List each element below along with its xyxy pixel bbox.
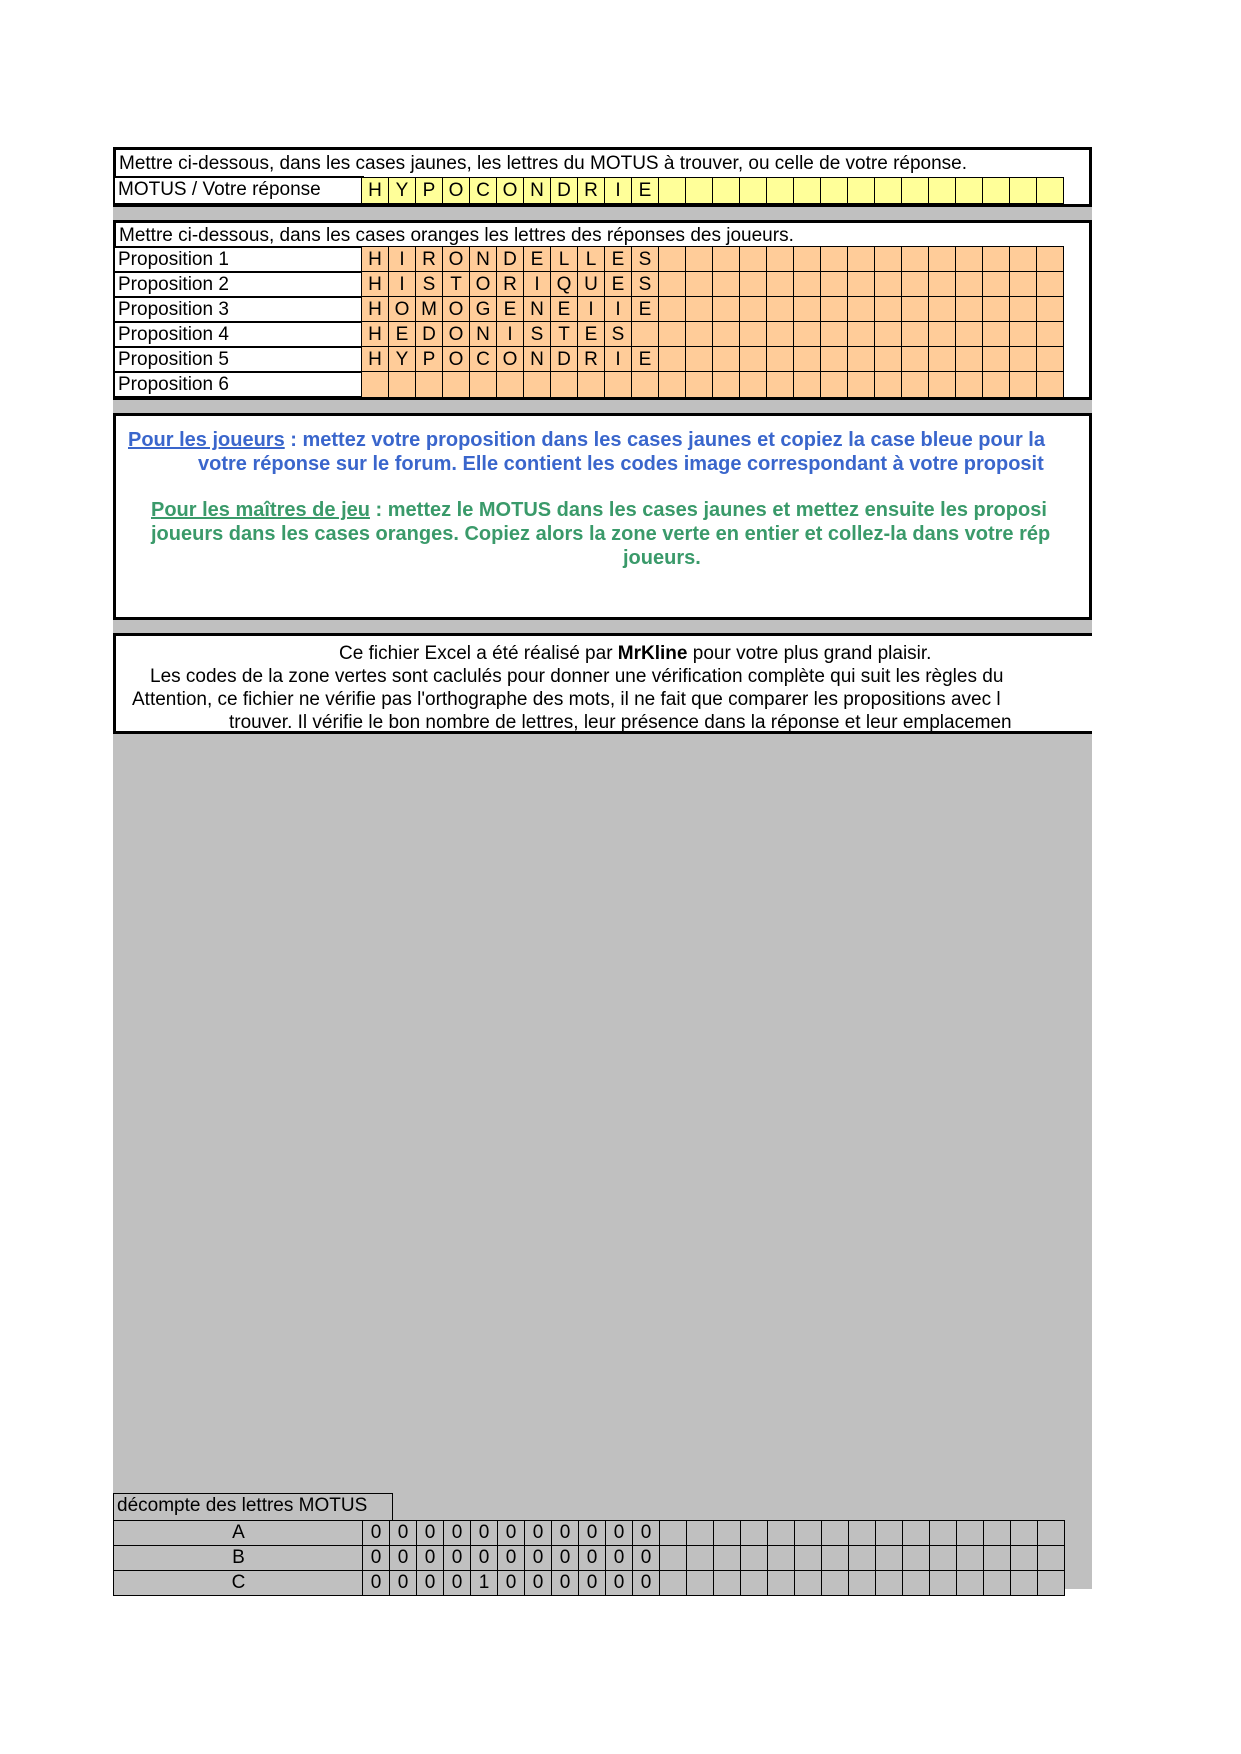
proposal-letter-cell[interactable]: D bbox=[550, 346, 578, 373]
count-value-cell[interactable] bbox=[767, 1520, 795, 1546]
proposal-letter-cell[interactable] bbox=[1009, 371, 1037, 398]
author-name: MrKline bbox=[617, 643, 688, 664]
credits-line-4: trouver. Il vérifie le bon nombre de lettres, leur présence dans la réponse et leur emplacemen bbox=[229, 712, 1012, 733]
count-value-cell[interactable]: 0 bbox=[389, 1545, 417, 1571]
proposal-letter-cell[interactable] bbox=[793, 296, 821, 323]
count-value-cell[interactable] bbox=[983, 1520, 1011, 1546]
count-value-cell[interactable] bbox=[713, 1520, 741, 1546]
motus-letter-cell[interactable]: O bbox=[442, 177, 470, 204]
count-value-cell[interactable]: 0 bbox=[632, 1570, 660, 1596]
proposal-letter-cell[interactable] bbox=[361, 371, 389, 398]
count-table-title: décompte des lettres MOTUS bbox=[113, 1493, 393, 1521]
count-value-cell[interactable]: 0 bbox=[551, 1545, 579, 1571]
count-value-cell[interactable]: 0 bbox=[362, 1570, 390, 1596]
count-value-cell[interactable] bbox=[929, 1545, 957, 1571]
count-value-cell[interactable]: 0 bbox=[605, 1520, 633, 1546]
motus-letter-cell[interactable]: I bbox=[604, 177, 632, 204]
count-value-cell[interactable] bbox=[767, 1570, 795, 1596]
players-link[interactable]: Pour les joueurs bbox=[128, 429, 285, 451]
count-value-cell[interactable] bbox=[956, 1545, 984, 1571]
proposal-letter-cell[interactable] bbox=[928, 246, 956, 273]
count-value-cell[interactable] bbox=[713, 1545, 741, 1571]
count-value-cell[interactable]: 0 bbox=[524, 1570, 552, 1596]
count-value-cell[interactable] bbox=[956, 1570, 984, 1596]
credits-section bbox=[113, 633, 1092, 734]
count-value-cell[interactable]: 0 bbox=[416, 1545, 444, 1571]
motus-letter-cell[interactable] bbox=[928, 177, 956, 204]
proposal-letter-cell[interactable]: S bbox=[523, 321, 551, 348]
proposal-letter-cell[interactable]: S bbox=[604, 321, 632, 348]
count-value-cell[interactable]: 0 bbox=[605, 1570, 633, 1596]
proposal-letter-cell[interactable]: Q bbox=[550, 271, 578, 298]
motus-letter-cell[interactable]: P bbox=[415, 177, 443, 204]
proposal-letter-cell[interactable] bbox=[793, 346, 821, 373]
proposal-letter-cell[interactable]: I bbox=[388, 271, 416, 298]
proposal-letter-cell[interactable]: I bbox=[523, 271, 551, 298]
count-value-cell[interactable]: 0 bbox=[632, 1545, 660, 1571]
count-value-cell[interactable] bbox=[875, 1520, 903, 1546]
proposal-letter-cell[interactable] bbox=[874, 371, 902, 398]
count-value-cell[interactable] bbox=[686, 1545, 714, 1571]
proposal-letter-cell[interactable] bbox=[739, 321, 767, 348]
proposal-letter-cell[interactable]: H bbox=[361, 296, 389, 323]
count-value-cell[interactable] bbox=[740, 1570, 768, 1596]
count-value-cell[interactable]: 0 bbox=[443, 1570, 471, 1596]
proposal-letter-cell[interactable] bbox=[874, 296, 902, 323]
proposal-letter-cell[interactable]: O bbox=[496, 346, 524, 373]
proposal-letter-cell[interactable]: O bbox=[442, 346, 470, 373]
proposal-letter-cell[interactable]: S bbox=[631, 271, 659, 298]
proposal-letter-cell[interactable]: S bbox=[415, 271, 443, 298]
motus-letter-cell[interactable] bbox=[820, 177, 848, 204]
count-value-cell[interactable] bbox=[821, 1520, 849, 1546]
proposal-letter-cell[interactable]: P bbox=[415, 346, 443, 373]
count-letter-label: A bbox=[113, 1520, 364, 1546]
proposal-letter-cell[interactable]: N bbox=[469, 321, 497, 348]
proposal-letter-cell[interactable]: O bbox=[442, 321, 470, 348]
motus-letter-cell[interactable] bbox=[658, 177, 686, 204]
motus-letter-cell[interactable]: R bbox=[577, 177, 605, 204]
proposal-letter-cell[interactable] bbox=[793, 246, 821, 273]
count-value-cell[interactable] bbox=[902, 1570, 930, 1596]
count-value-cell[interactable] bbox=[794, 1570, 822, 1596]
proposal-letter-cell[interactable]: E bbox=[631, 296, 659, 323]
proposal-letter-cell[interactable] bbox=[874, 271, 902, 298]
proposal-letter-cell[interactable] bbox=[1036, 271, 1064, 298]
motus-letter-cell[interactable]: H bbox=[361, 177, 389, 204]
proposal-letter-cell[interactable]: L bbox=[550, 246, 578, 273]
motus-letter-cell[interactable] bbox=[1036, 177, 1064, 204]
count-row-grid bbox=[363, 1545, 1065, 1571]
proposal-letter-cell[interactable] bbox=[820, 296, 848, 323]
count-letter-label: C bbox=[113, 1570, 364, 1596]
proposal-letter-cell[interactable] bbox=[550, 371, 578, 398]
proposal-letter-cell[interactable] bbox=[685, 321, 713, 348]
proposal-letter-cell[interactable] bbox=[901, 246, 929, 273]
count-value-cell[interactable]: 0 bbox=[578, 1570, 606, 1596]
proposal-grid-5 bbox=[362, 346, 1064, 373]
proposal-letter-cell[interactable]: R bbox=[415, 246, 443, 273]
proposal-letter-cell[interactable]: N bbox=[523, 346, 551, 373]
proposal-letter-cell[interactable] bbox=[739, 296, 767, 323]
count-value-cell[interactable] bbox=[929, 1520, 957, 1546]
count-value-cell[interactable] bbox=[1010, 1545, 1038, 1571]
proposal-letter-cell[interactable]: C bbox=[469, 346, 497, 373]
proposal-letter-cell[interactable] bbox=[1009, 246, 1037, 273]
count-value-cell[interactable]: 0 bbox=[389, 1520, 417, 1546]
count-value-cell[interactable] bbox=[794, 1545, 822, 1571]
count-value-cell[interactable] bbox=[740, 1545, 768, 1571]
count-value-cell[interactable] bbox=[1010, 1570, 1038, 1596]
count-value-cell[interactable]: 0 bbox=[551, 1570, 579, 1596]
proposal-letter-cell[interactable] bbox=[739, 246, 767, 273]
separator-bar bbox=[113, 207, 1092, 220]
proposal-letter-cell[interactable] bbox=[712, 346, 740, 373]
proposal-grid-1 bbox=[362, 246, 1064, 273]
count-value-cell[interactable] bbox=[848, 1520, 876, 1546]
count-value-cell[interactable] bbox=[1010, 1520, 1038, 1546]
proposal-letter-cell[interactable] bbox=[928, 296, 956, 323]
credits-line-3: Attention, ce fichier ne vérifie pas l'orthographe des mots, il ne fait que comparer les propositions avec l bbox=[132, 689, 1001, 710]
proposal-letter-cell[interactable] bbox=[658, 321, 686, 348]
proposal-letter-cell[interactable]: R bbox=[496, 271, 524, 298]
proposal-letter-cell[interactable]: U bbox=[577, 271, 605, 298]
info-bottom-border bbox=[113, 617, 1092, 620]
count-value-cell[interactable]: 1 bbox=[470, 1570, 498, 1596]
proposal-letter-cell[interactable] bbox=[658, 246, 686, 273]
count-value-cell[interactable] bbox=[848, 1545, 876, 1571]
count-value-cell[interactable]: 0 bbox=[497, 1570, 525, 1596]
proposal-letter-cell[interactable] bbox=[955, 246, 983, 273]
count-value-cell[interactable] bbox=[713, 1570, 741, 1596]
proposal-letter-cell[interactable] bbox=[739, 371, 767, 398]
count-value-cell[interactable] bbox=[1037, 1570, 1065, 1596]
proposal-letter-cell[interactable] bbox=[1009, 321, 1037, 348]
count-value-cell[interactable] bbox=[821, 1570, 849, 1596]
proposal-letter-cell[interactable] bbox=[874, 321, 902, 348]
proposal-letter-cell[interactable]: D bbox=[415, 321, 443, 348]
proposal-label-5: Proposition 5 bbox=[113, 346, 364, 373]
motus-letter-cell[interactable] bbox=[874, 177, 902, 204]
proposal-letter-cell[interactable] bbox=[685, 346, 713, 373]
proposal-letter-cell[interactable] bbox=[982, 346, 1010, 373]
count-value-cell[interactable] bbox=[875, 1570, 903, 1596]
separator-bar bbox=[113, 620, 1092, 633]
proposal-letter-cell[interactable] bbox=[982, 271, 1010, 298]
proposal-letter-cell[interactable] bbox=[766, 271, 794, 298]
motus-letter-cell[interactable]: Y bbox=[388, 177, 416, 204]
proposal-letter-cell[interactable] bbox=[901, 346, 929, 373]
proposal-letter-cell[interactable] bbox=[1036, 246, 1064, 273]
count-row-grid bbox=[363, 1520, 1065, 1546]
proposal-letter-cell[interactable] bbox=[847, 321, 875, 348]
count-value-cell[interactable]: 0 bbox=[389, 1570, 417, 1596]
proposal-letter-cell[interactable]: I bbox=[496, 321, 524, 348]
count-value-cell[interactable]: 0 bbox=[443, 1520, 471, 1546]
motus-letter-cell[interactable]: C bbox=[469, 177, 497, 204]
proposal-letter-cell[interactable]: H bbox=[361, 246, 389, 273]
proposal-letter-cell[interactable]: N bbox=[523, 296, 551, 323]
proposal-letter-cell[interactable] bbox=[847, 271, 875, 298]
proposal-label-2: Proposition 2 bbox=[113, 271, 364, 298]
proposal-letter-cell[interactable] bbox=[577, 371, 605, 398]
proposal-letter-cell[interactable] bbox=[712, 271, 740, 298]
proposals-instruction: Mettre ci-dessous, dans les cases oranges les lettres des réponses des joueurs. bbox=[119, 225, 794, 246]
masters-link[interactable]: Pour les maîtres de jeu bbox=[151, 499, 370, 521]
count-value-cell[interactable]: 0 bbox=[416, 1570, 444, 1596]
proposal-letter-cell[interactable] bbox=[820, 346, 848, 373]
count-value-cell[interactable]: 0 bbox=[605, 1545, 633, 1571]
proposal-letter-cell[interactable] bbox=[712, 371, 740, 398]
proposal-letter-cell[interactable]: I bbox=[604, 346, 632, 373]
proposal-letter-cell[interactable]: I bbox=[388, 246, 416, 273]
proposal-letter-cell[interactable]: E bbox=[496, 296, 524, 323]
motus-letter-cell[interactable]: N bbox=[523, 177, 551, 204]
proposal-label-1: Proposition 1 bbox=[113, 246, 364, 273]
count-value-cell[interactable]: 0 bbox=[470, 1520, 498, 1546]
count-value-cell[interactable]: 0 bbox=[470, 1545, 498, 1571]
motus-letter-cell[interactable] bbox=[901, 177, 929, 204]
proposal-letter-cell[interactable] bbox=[388, 371, 416, 398]
proposal-letter-cell[interactable]: L bbox=[577, 246, 605, 273]
proposal-letter-cell[interactable]: E bbox=[577, 321, 605, 348]
proposal-letter-cell[interactable] bbox=[766, 246, 794, 273]
proposal-letter-cell[interactable]: I bbox=[577, 296, 605, 323]
proposal-letter-cell[interactable] bbox=[496, 371, 524, 398]
proposal-letter-cell[interactable] bbox=[820, 371, 848, 398]
credits-line-2: Les codes de la zone vertes sont caclulés pour donner une vérification complète qui suit les règles du bbox=[150, 666, 1004, 687]
proposal-letter-cell[interactable]: N bbox=[469, 246, 497, 273]
proposal-letter-cell[interactable] bbox=[820, 271, 848, 298]
proposal-letter-cell[interactable] bbox=[1009, 346, 1037, 373]
proposal-letter-cell[interactable] bbox=[847, 246, 875, 273]
proposal-letter-cell[interactable] bbox=[739, 346, 767, 373]
count-value-cell[interactable]: 0 bbox=[497, 1545, 525, 1571]
proposal-letter-cell[interactable]: H bbox=[361, 321, 389, 348]
count-value-cell[interactable]: 0 bbox=[443, 1545, 471, 1571]
proposal-letter-cell[interactable] bbox=[982, 296, 1010, 323]
count-value-cell[interactable] bbox=[686, 1520, 714, 1546]
count-value-cell[interactable] bbox=[983, 1545, 1011, 1571]
proposal-letter-cell[interactable] bbox=[901, 371, 929, 398]
masters-info: Pour les maîtres de jeu : mettez le MOTUS dans les cases jaunes et mettez ensuite les proposi joueurs dans les cases oranges. Copiez alors la zone verte en entier et collez-la dans votre rép joueurs. bbox=[151, 499, 1051, 569]
count-value-cell[interactable] bbox=[929, 1570, 957, 1596]
proposal-letter-cell[interactable] bbox=[766, 346, 794, 373]
proposal-letter-cell[interactable]: E bbox=[550, 296, 578, 323]
count-value-cell[interactable] bbox=[767, 1545, 795, 1571]
proposal-letter-cell[interactable]: Y bbox=[388, 346, 416, 373]
count-value-cell[interactable]: 0 bbox=[497, 1520, 525, 1546]
proposal-letter-cell[interactable] bbox=[982, 246, 1010, 273]
proposal-letter-cell[interactable] bbox=[955, 321, 983, 348]
top-instruction: Mettre ci-dessous, dans les cases jaunes, les lettres du MOTUS à trouver, ou celle de votre réponse. bbox=[119, 153, 968, 174]
proposal-letter-cell[interactable] bbox=[820, 246, 848, 273]
proposal-letter-cell[interactable]: O bbox=[442, 296, 470, 323]
proposal-letter-cell[interactable]: E bbox=[604, 271, 632, 298]
motus-letter-cell[interactable] bbox=[982, 177, 1010, 204]
proposal-letter-cell[interactable] bbox=[415, 371, 443, 398]
proposal-grid-6 bbox=[362, 371, 1064, 398]
proposal-letter-cell[interactable] bbox=[712, 321, 740, 348]
proposal-letter-cell[interactable] bbox=[766, 296, 794, 323]
credits-line-1: Ce fichier Excel a été réalisé par MrKline pour votre plus grand plaisir. bbox=[339, 643, 932, 664]
proposal-grid-4 bbox=[362, 321, 1064, 348]
motus-letter-cell[interactable]: E bbox=[631, 177, 659, 204]
proposal-letter-cell[interactable] bbox=[1009, 296, 1037, 323]
count-value-cell[interactable] bbox=[956, 1520, 984, 1546]
proposal-letter-cell[interactable] bbox=[847, 346, 875, 373]
proposal-letter-cell[interactable]: R bbox=[577, 346, 605, 373]
proposal-letter-cell[interactable] bbox=[1036, 321, 1064, 348]
count-value-cell[interactable]: 0 bbox=[362, 1520, 390, 1546]
proposal-letter-cell[interactable] bbox=[928, 271, 956, 298]
count-value-cell[interactable] bbox=[659, 1545, 687, 1571]
proposal-letter-cell[interactable] bbox=[820, 321, 848, 348]
motus-letter-cell[interactable] bbox=[766, 177, 794, 204]
motus-letter-cell[interactable] bbox=[847, 177, 875, 204]
spreadsheet bbox=[113, 147, 1092, 1597]
proposal-letter-cell[interactable]: E bbox=[631, 346, 659, 373]
count-value-cell[interactable] bbox=[983, 1570, 1011, 1596]
proposal-letter-cell[interactable]: I bbox=[604, 296, 632, 323]
count-value-cell[interactable] bbox=[659, 1570, 687, 1596]
proposal-letter-cell[interactable] bbox=[685, 271, 713, 298]
count-value-cell[interactable]: 0 bbox=[578, 1545, 606, 1571]
proposal-letter-cell[interactable] bbox=[1036, 296, 1064, 323]
proposal-letter-cell[interactable] bbox=[982, 321, 1010, 348]
proposal-letter-cell[interactable]: T bbox=[550, 321, 578, 348]
proposal-letter-cell[interactable] bbox=[847, 296, 875, 323]
proposal-letter-cell[interactable] bbox=[658, 346, 686, 373]
motus-letter-cell[interactable] bbox=[793, 177, 821, 204]
motus-label: MOTUS / Votre réponse bbox=[113, 176, 364, 205]
count-value-cell[interactable]: 0 bbox=[632, 1520, 660, 1546]
count-value-cell[interactable] bbox=[902, 1520, 930, 1546]
count-value-cell[interactable] bbox=[875, 1545, 903, 1571]
proposal-letter-cell[interactable] bbox=[766, 321, 794, 348]
proposal-letter-cell[interactable] bbox=[1009, 271, 1037, 298]
count-value-cell[interactable] bbox=[686, 1570, 714, 1596]
proposal-letter-cell[interactable] bbox=[793, 271, 821, 298]
proposal-letter-cell[interactable]: M bbox=[415, 296, 443, 323]
count-value-cell[interactable] bbox=[821, 1545, 849, 1571]
proposal-grid-3 bbox=[362, 296, 1064, 323]
count-value-cell[interactable] bbox=[848, 1570, 876, 1596]
count-value-cell[interactable]: 0 bbox=[551, 1520, 579, 1546]
count-value-cell[interactable] bbox=[1037, 1545, 1065, 1571]
proposal-letter-cell[interactable] bbox=[847, 371, 875, 398]
proposal-letter-cell[interactable] bbox=[955, 271, 983, 298]
motus-letter-cell[interactable] bbox=[955, 177, 983, 204]
proposal-letter-cell[interactable] bbox=[712, 246, 740, 273]
motus-letter-cell[interactable] bbox=[739, 177, 767, 204]
proposal-letter-cell[interactable] bbox=[631, 321, 659, 348]
proposal-letter-cell[interactable]: O bbox=[469, 271, 497, 298]
proposal-letter-cell[interactable] bbox=[523, 371, 551, 398]
proposal-letter-cell[interactable] bbox=[901, 321, 929, 348]
hidden-area bbox=[113, 734, 1092, 1589]
proposal-letter-cell[interactable] bbox=[685, 246, 713, 273]
proposal-letter-cell[interactable] bbox=[631, 371, 659, 398]
proposal-letter-cell[interactable] bbox=[928, 346, 956, 373]
proposal-letter-cell[interactable]: D bbox=[496, 246, 524, 273]
count-value-cell[interactable]: 0 bbox=[524, 1520, 552, 1546]
proposal-grid-2 bbox=[362, 271, 1064, 298]
proposal-letter-cell[interactable] bbox=[955, 371, 983, 398]
count-value-cell[interactable]: 0 bbox=[524, 1545, 552, 1571]
proposal-letter-cell[interactable] bbox=[1036, 371, 1064, 398]
proposal-letter-cell[interactable] bbox=[604, 371, 632, 398]
proposal-letter-cell[interactable] bbox=[658, 296, 686, 323]
proposal-letter-cell[interactable] bbox=[955, 346, 983, 373]
players-info: Pour les joueurs : mettez votre proposition dans les cases jaunes et copiez la case bleue pour la votre réponse sur le forum. Elle contient les codes image correspondant à votre proposit bbox=[128, 429, 1045, 475]
proposal-label-6: Proposition 6 bbox=[113, 371, 364, 398]
proposal-letter-cell[interactable] bbox=[901, 296, 929, 323]
count-value-cell[interactable]: 0 bbox=[362, 1545, 390, 1571]
proposal-letter-cell[interactable] bbox=[793, 371, 821, 398]
proposal-letter-cell[interactable]: O bbox=[442, 246, 470, 273]
count-value-cell[interactable]: 0 bbox=[578, 1520, 606, 1546]
proposal-letter-cell[interactable] bbox=[658, 371, 686, 398]
proposal-letter-cell[interactable] bbox=[928, 321, 956, 348]
proposal-letter-cell[interactable] bbox=[712, 296, 740, 323]
count-value-cell[interactable] bbox=[659, 1520, 687, 1546]
separator-bar bbox=[113, 400, 1092, 413]
count-value-cell[interactable]: 0 bbox=[416, 1520, 444, 1546]
proposal-letter-cell[interactable]: H bbox=[361, 271, 389, 298]
motus-letter-cell[interactable] bbox=[1009, 177, 1037, 204]
motus-letter-cell[interactable] bbox=[685, 177, 713, 204]
proposal-letter-cell[interactable] bbox=[928, 371, 956, 398]
proposal-letter-cell[interactable] bbox=[793, 321, 821, 348]
proposal-letter-cell[interactable] bbox=[442, 371, 470, 398]
proposal-letter-cell[interactable] bbox=[874, 346, 902, 373]
proposal-letter-cell[interactable] bbox=[901, 271, 929, 298]
count-value-cell[interactable] bbox=[794, 1520, 822, 1546]
proposal-letter-cell[interactable]: S bbox=[631, 246, 659, 273]
proposal-letter-cell[interactable] bbox=[739, 271, 767, 298]
proposal-letter-cell[interactable] bbox=[685, 371, 713, 398]
proposal-letter-cell[interactable]: O bbox=[388, 296, 416, 323]
proposal-letter-cell[interactable]: T bbox=[442, 271, 470, 298]
proposal-letter-cell[interactable]: E bbox=[388, 321, 416, 348]
count-value-cell[interactable] bbox=[740, 1520, 768, 1546]
proposal-letter-cell[interactable] bbox=[766, 371, 794, 398]
motus-letter-cell[interactable] bbox=[712, 177, 740, 204]
proposal-label-4: Proposition 4 bbox=[113, 321, 364, 348]
proposal-letter-cell[interactable] bbox=[685, 296, 713, 323]
motus-letter-cell[interactable]: D bbox=[550, 177, 578, 204]
proposal-letter-cell[interactable] bbox=[874, 246, 902, 273]
proposal-letter-cell[interactable]: H bbox=[361, 346, 389, 373]
count-value-cell[interactable] bbox=[1037, 1520, 1065, 1546]
proposal-letter-cell[interactable] bbox=[955, 296, 983, 323]
proposal-label-3: Proposition 3 bbox=[113, 296, 364, 323]
motus-answer-grid bbox=[362, 177, 1064, 204]
proposal-letter-cell[interactable] bbox=[1036, 346, 1064, 373]
proposal-letter-cell[interactable]: G bbox=[469, 296, 497, 323]
count-value-cell[interactable] bbox=[902, 1545, 930, 1571]
proposal-letter-cell[interactable]: E bbox=[604, 246, 632, 273]
motus-letter-cell[interactable]: O bbox=[496, 177, 524, 204]
count-row-grid bbox=[363, 1570, 1065, 1596]
count-letter-label: B bbox=[113, 1545, 364, 1571]
proposal-letter-cell[interactable] bbox=[982, 371, 1010, 398]
proposal-letter-cell[interactable] bbox=[469, 371, 497, 398]
proposal-letter-cell[interactable] bbox=[658, 271, 686, 298]
proposal-letter-cell[interactable]: E bbox=[523, 246, 551, 273]
